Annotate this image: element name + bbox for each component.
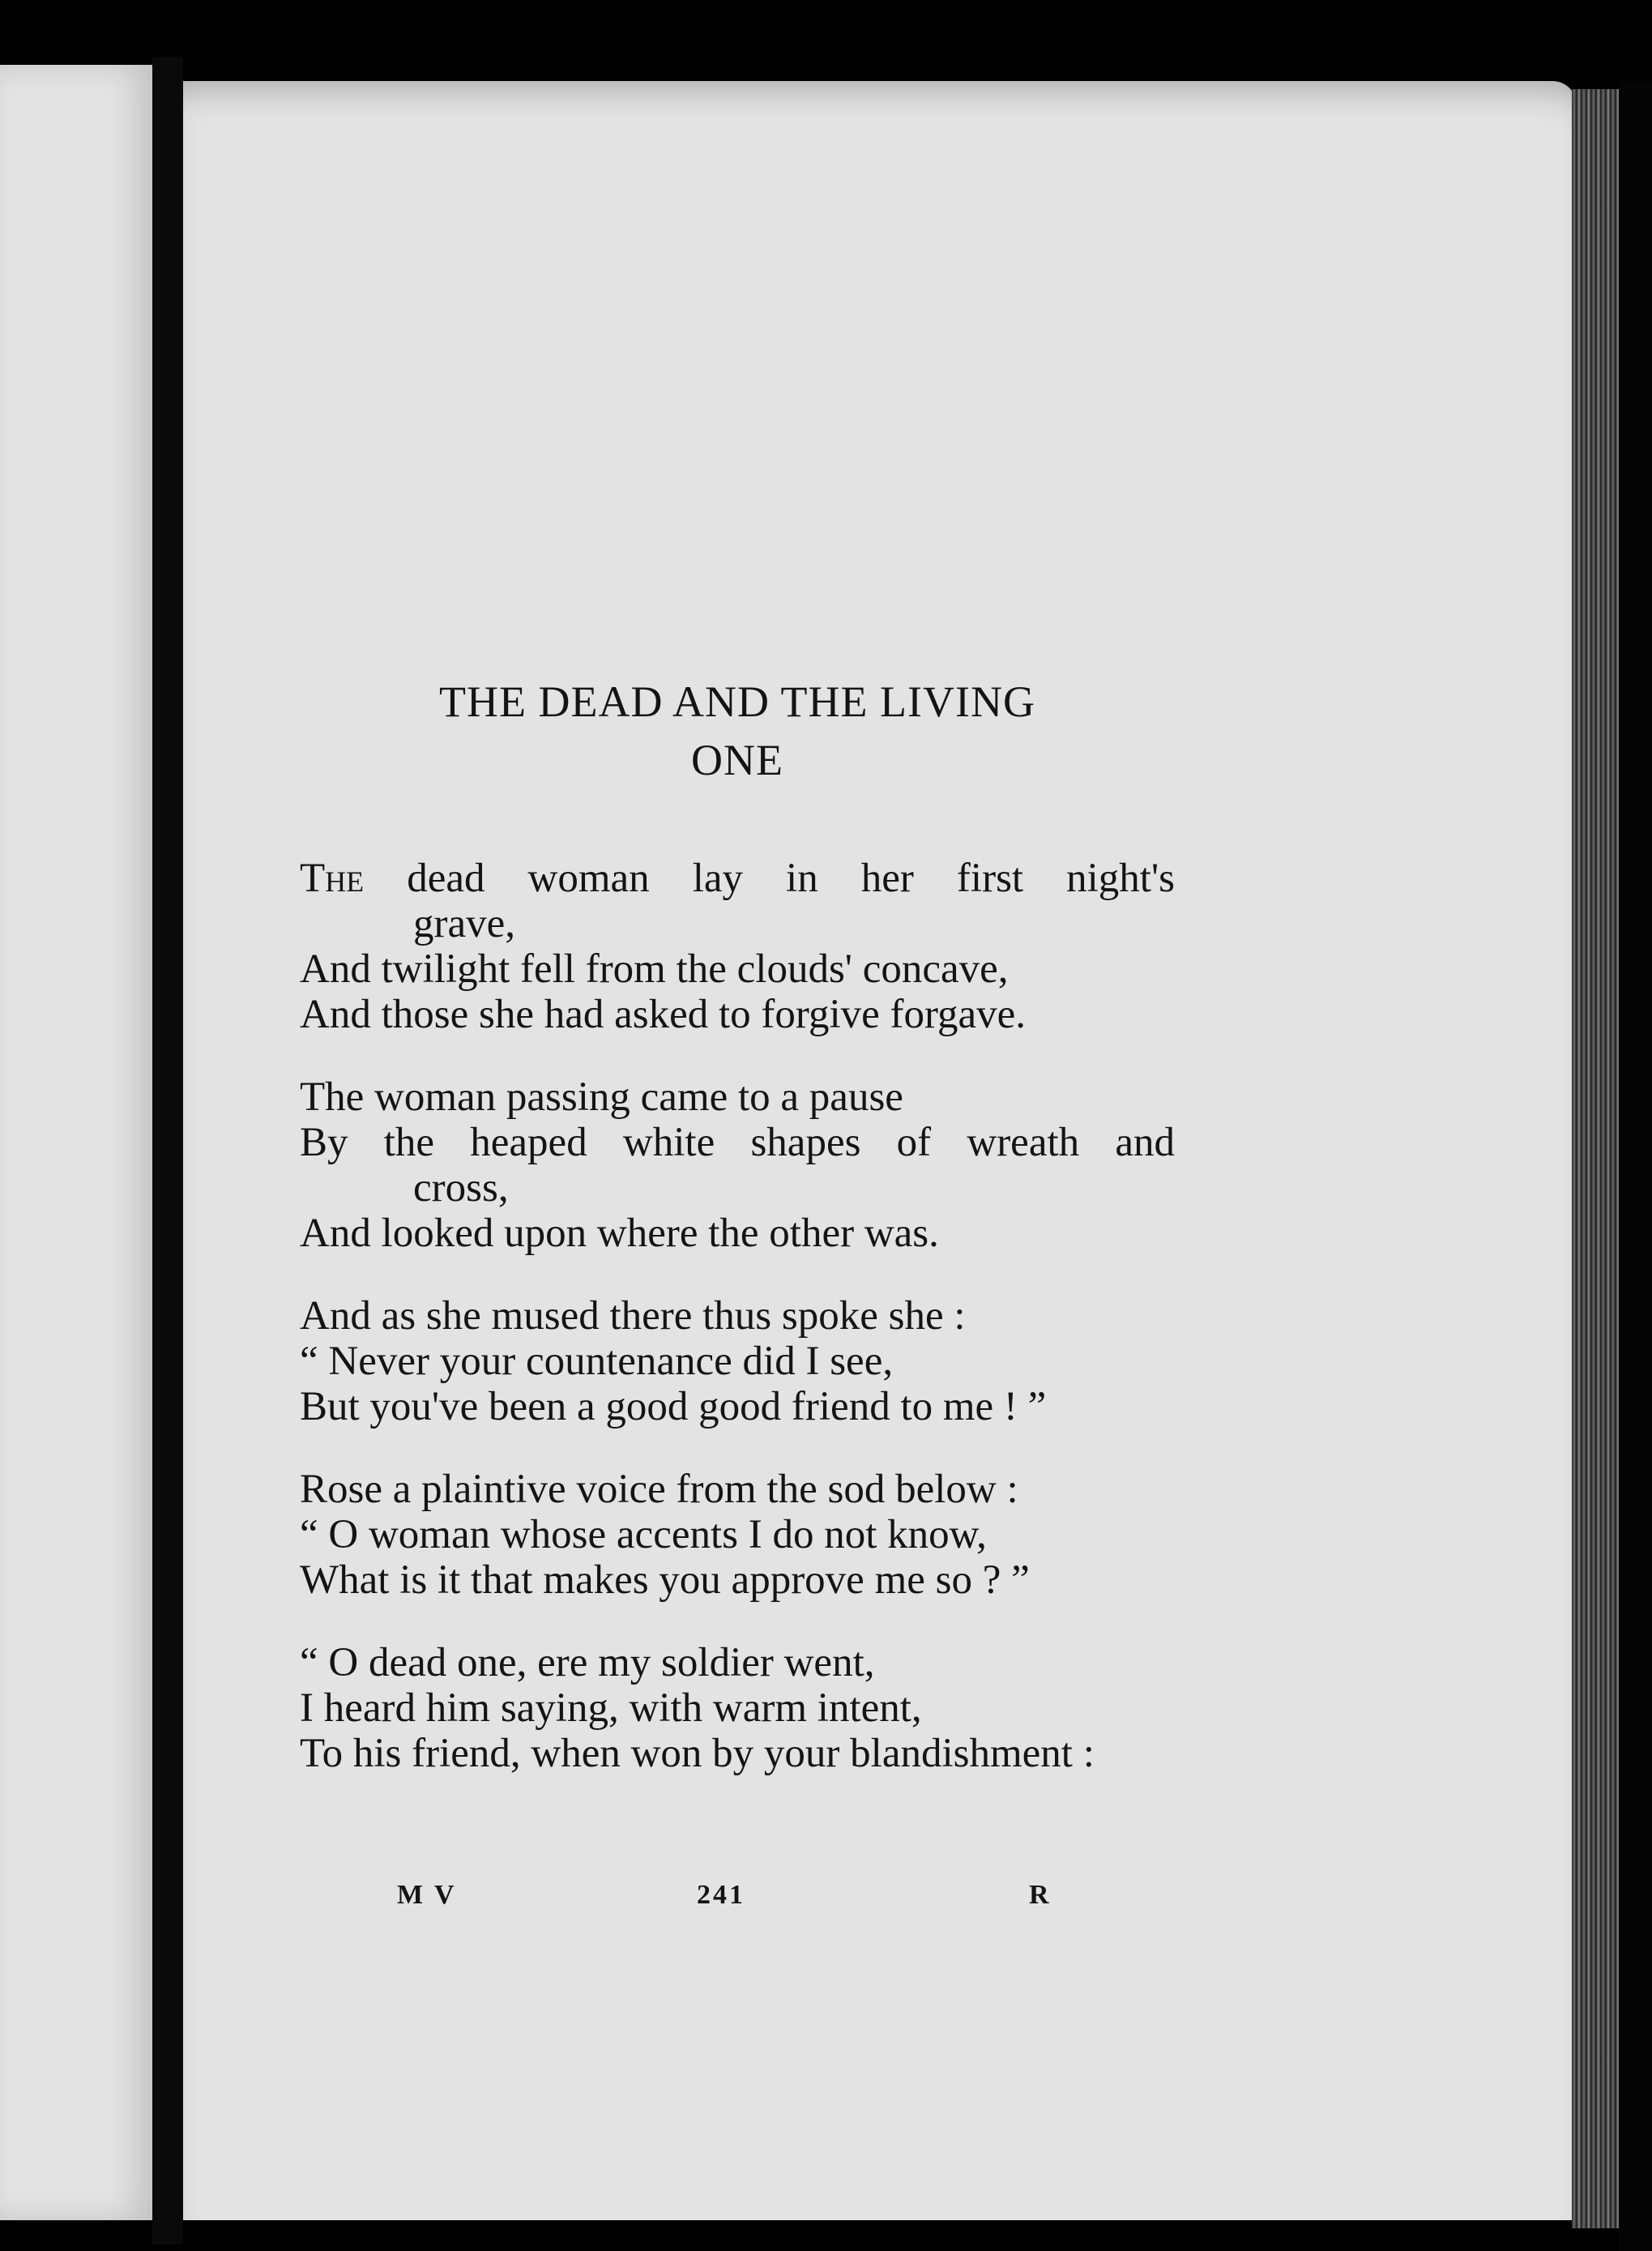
poem-title-line-2: ONE: [691, 736, 783, 784]
verse-line: [300, 856, 1175, 901]
verse-line: By the heaped white shapes of wreath and: [300, 1120, 1175, 1165]
scan-border: [1619, 81, 1652, 2251]
verse-line: And as she mused there thus spoke she :: [300, 1293, 966, 1339]
verse-line: I heard him saying, with warm intent,: [300, 1685, 922, 1731]
stanza-2: [300, 1074, 1175, 1256]
verse-line: “ O woman whose accents I do not know,: [300, 1512, 987, 1557]
verse-line: grave,: [413, 901, 516, 946]
book-gutter: [152, 57, 183, 2245]
drop-word: The: [300, 856, 365, 901]
verse-line: Rose a plaintive voice from the sod below :: [300, 1467, 1018, 1512]
verse-line: To his friend, when won by your blandishment :: [300, 1731, 1095, 1776]
stanza-4: [300, 1467, 1175, 1603]
signature-letter: R: [1029, 1880, 1052, 1910]
verse-line: What is it that makes you approve me so ? ”: [300, 1557, 1030, 1603]
verse-line: And twilight fell from the clouds' concave,: [300, 946, 1009, 992]
left-page: [0, 65, 152, 2220]
verse-line: “ Never your countenance did I see,: [300, 1339, 894, 1384]
page-number: 241: [697, 1880, 745, 1910]
page-footer: [397, 1880, 1061, 1920]
poem-title-line-1: THE DEAD AND THE LIVING: [439, 677, 1035, 726]
verse-line: The woman passing came to a pause: [300, 1074, 903, 1120]
verse-line: And those she had asked to forgive forgave.: [300, 992, 1027, 1037]
stanza-1: [300, 856, 1175, 1037]
verse-line-text: dead woman lay in her first night's: [364, 856, 1175, 901]
verse-line: But you've been a good good friend to me ! ”: [300, 1384, 1047, 1429]
poem-title: [300, 673, 1175, 789]
verse-line: cross,: [413, 1165, 509, 1211]
verse-line: And looked upon where the other was.: [300, 1211, 939, 1256]
poem: [300, 673, 1175, 1813]
signature-mark: M V: [397, 1880, 457, 1910]
page-edges: [1572, 89, 1620, 2228]
verse-line: “ O dead one, ere my soldier went,: [300, 1640, 875, 1685]
stanza-5: [300, 1640, 1175, 1776]
stanza-3: [300, 1293, 1175, 1429]
